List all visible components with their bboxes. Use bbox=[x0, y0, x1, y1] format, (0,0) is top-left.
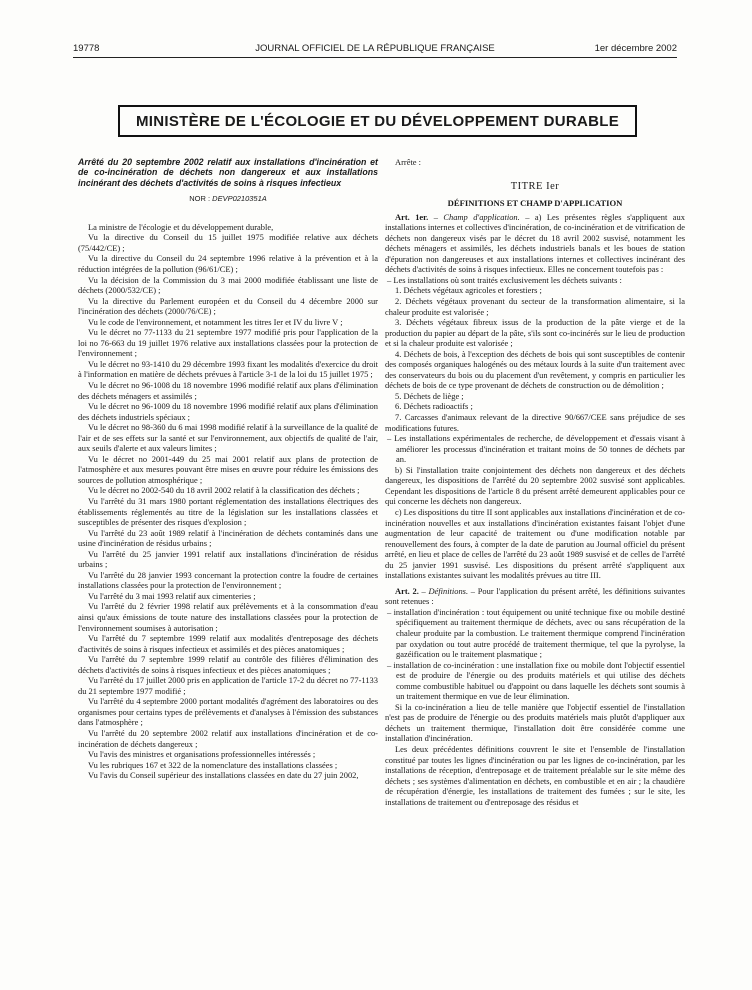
article-1-item: 4. Déchets de bois, à l'exception des déchets de bois qui sont susceptibles de contenir des composés organiques halogénés ou des métaux lourds à la suite d'un traitement avec des conservateurs du bois ou du placement d'un revêtement, y compris en particulier les déchets de bois de ce type provenant de déchets de construction ou de démolition ; bbox=[385, 348, 685, 391]
page-header bbox=[73, 43, 677, 57]
article-2-label: Art. 2. bbox=[395, 585, 419, 596]
article-1-c: c) Les dispositions du titre II sont applicables aux installations d'incinération et de co-incinération nouvelles et aux installations d'incinération existantes faisant l'objet d'une augmentation de leur capacité de traitement ou d'une modification notable par renouvellement des fours, à compter de la date de parution au Journal officiel du présent arrêté, en lieu et place de celles de l'arrêté du 23 août 1989 susvisé et de celles de l'arrêté du 25 janvier 1991 susvisé. Les dispositions du présent arrêté s'appliquent aux installations existantes suivant les modalités prévues au titre III. bbox=[385, 506, 685, 581]
article-1-item: – Les installations expérimentales de recherche, de développement et d'essais visant à améliorer les processus d'incinération et traitant moins de 50 tonnes de déchets par an. bbox=[387, 433, 685, 465]
visas-list bbox=[78, 222, 378, 781]
visa-paragraph: Vu l'arrêté du 25 janvier 1991 relatif aux installations d'incinération de résidus urbains ; bbox=[78, 548, 378, 570]
article-1-label: Art. 1er. bbox=[395, 211, 429, 222]
article-1-item: 1. Déchets végétaux agricoles et forestiers ; bbox=[395, 285, 542, 296]
visa-paragraph: Vu le décret no 98-360 du 6 mai 1998 modifié relatif à la surveillance de la qualité de l'air et de ses effets sur la santé et sur l'environnement, aux objectifs de qualité de l'air, aux seuils d'alerte et aux valeurs limites ; bbox=[78, 422, 378, 454]
visa-paragraph: Vu le décret no 77-1133 du 21 septembre 1977 modifié pris pour l'application de la loi no 76-663 du 19 juillet 1976 relative aux installations classées pour la protection de l'environnement ; bbox=[78, 327, 378, 359]
article-2-definition: – installation d'incinération : tout équipement ou unité technique fixe ou mobile destiné spécifiquement au traitement thermique de déchets, avec ou sans récupération de la chaleur produite par la combustion. Le traitement thermique comprend l'incinération par oxydation ou tout autre procédé de traitement thermique, tel que la pyrolyse, la gazéification ou le traitement plasmatique ; bbox=[387, 606, 685, 660]
article-2-paragraph-2: Les deux précédentes définitions couvrent le site et l'ensemble de l'installation constitué par toutes les lignes d'incinération ou par les lignes de co-incinération, par les installations de réception, d'entreposage et de traitement préalable sur le site même des déchets ; ses systèmes d'alimentation en déchets, en combustible et en air ; la chaudière de récupération d'énergie, les installations de traitement des fumées ; sur le site, les installations de traitement ou d'entreposage des résidus et bbox=[385, 743, 685, 807]
ministry-heading: MINISTÈRE DE L'ÉCOLOGIE ET DU DÉVELOPPEMENT DURABLE bbox=[118, 105, 637, 137]
visa-paragraph: Vu l'arrêté du 2 février 1998 relatif aux prélèvements et à la consommation d'eau ainsi qu'aux émissions de toute nature des installations classées pour la protection de l'environnement soumises à autorisation ; bbox=[78, 601, 378, 633]
visa-paragraph: Vu la directive du Conseil du 24 septembre 1996 relative à la prévention et à la réduction intégrées de la pollution (96/61/CE) ; bbox=[78, 253, 378, 274]
nor-code: DEVP0210351A bbox=[212, 194, 267, 204]
article-1-b: b) Si l'installation traite conjointement des déchets non dangereux et des déchets dangereux, les dispositions de l'arrêté du 20 septembre 2002 susvisé sont applicables. Cependant les dispositions de l'article 8 du présent arrêté demeurent applicables pour ce qui concerne les déchets non dangereux. bbox=[385, 464, 685, 507]
page-number: 19778 bbox=[73, 43, 100, 54]
visa-paragraph: Vu le décret no 96-1009 du 18 novembre 1996 modifié relatif aux plans d'élimination des déchets industriels spéciaux ; bbox=[78, 401, 378, 422]
visa-paragraph: Vu l'arrêté du 4 septembre 2000 portant modalités d'agrément des laboratoires ou des organismes pour certains types de prélèvements et d'analyses à l'émission des substances dans l'atmosphère ; bbox=[78, 696, 378, 728]
article-1-text: – a) Les présentes règles s'appliquent aux installations internes et collectives d'incinération, de co-incinération et de vitrification de déchets non dangereux visés par le décret du 18 avril 2002 susvisé, notamment les déchets ménagers et assimilés, les déchets industriels banals et les boues de station d'épuration non dangereuses et aux installations internes et collectives incinérant des déchets d'activités de soins à risques infectieux. Elles ne concernent toutefois pas : bbox=[385, 211, 685, 275]
visa-paragraph: Vu l'arrêté du 28 janvier 1993 concernant la protection contre la foudre de certaines installations classées pour la protection de l'environnement ; bbox=[78, 569, 378, 591]
visa-paragraph: Vu le décret no 2002-540 du 18 avril 2002 relatif à la classification des déchets ; bbox=[88, 485, 360, 496]
visa-paragraph: Vu l'arrêté du 3 mai 1993 relatif aux cimenteries ; bbox=[88, 590, 256, 601]
visa-paragraph: Vu l'avis des ministres et organisations professionnelles intéressés ; bbox=[88, 749, 316, 760]
visa-paragraph: Vu l'arrêté du 7 septembre 1999 relatif au contrôle des filières d'élimination des déchets d'activités de soins à risques infectieux et des pièces anatomiques ; bbox=[78, 654, 378, 675]
journal-title: JOURNAL OFFICIEL DE LA RÉPUBLIQUE FRANÇAISE bbox=[255, 43, 495, 54]
article-1-intro bbox=[385, 212, 685, 275]
visa-paragraph: Vu les rubriques 167 et 322 de la nomenclature des installations classées ; bbox=[88, 759, 338, 770]
article-1-item: 2. Déchets végétaux provenant du secteur de la transformation alimentaire, si la chaleur produite est valorisée ; bbox=[385, 296, 685, 317]
visa-paragraph: Vu l'arrêté du 31 mars 1980 portant réglementation des installations électriques des établissements réglementés au titre de la législation sur les installations classées et susceptibles de présenter des risques d'explosion ; bbox=[78, 495, 378, 528]
arrete-line: Arrête : bbox=[395, 157, 422, 167]
right-column bbox=[385, 157, 685, 807]
visa-paragraph: Vu l'arrêté du 17 juillet 2000 pris en application de l'article 17-2 du décret no 77-1133 du 21 septembre 1977 modifié ; bbox=[78, 675, 378, 696]
visa-paragraph: Vu le décret no 96-1008 du 18 novembre 1996 modifié relatif aux plans d'élimination des déchets ménagers et assimilés ; bbox=[78, 379, 378, 401]
visa-paragraph: Vu l'arrêté du 23 août 1989 relatif à l'incinération de déchets contaminés dans une usine d'incinération de résidus urbains ; bbox=[78, 527, 378, 549]
article-1-item: 5. Déchets de liège ; bbox=[395, 390, 464, 401]
decree-title: Arrêté du 20 septembre 2002 relatif aux installations d'incinération et de co-incinération de déchets non dangereux et aux installations incinérant des déchets d'activités de soins à risques infectieux bbox=[78, 157, 378, 188]
article-1-item: 6. Déchets radioactifs ; bbox=[395, 401, 473, 412]
article-2-text: – Pour l'application du présent arrêté, les définitions suivantes sont retenues : bbox=[385, 585, 686, 607]
visa-paragraph: Vu le code de l'environnement, et notamment les titres Ier et IV du livre V ; bbox=[88, 316, 343, 327]
visa-paragraph: Vu le décret no 2001-449 du 25 mai 2001 relatif aux plans de protection de l'atmosphère et aux mesures pouvant être mises en œuvre pour réduire les émissions des sources de pollution atmosphérique ; bbox=[78, 453, 378, 485]
article-1-item: 7. Carcasses d'animaux relevant de la directive 90/667/CEE sans préjudice de ses modifications futures. bbox=[385, 412, 685, 433]
article-1-item: 3. Déchets végétaux fibreux issus de la production de la pâte vierge et de la production du papier au départ de la pâte, s'ils sont co-incinérés sur le lieu de production et si la chaleur produite est valorisée ; bbox=[385, 317, 685, 349]
article-1-item: – Les installations où sont traités exclusivement les déchets suivants : bbox=[387, 274, 622, 285]
visa-paragraph: Vu la directive du Parlement européen et du Conseil du 4 décembre 2000 sur l'incinération des déchets (2000/76/CE) ; bbox=[78, 295, 378, 317]
left-column bbox=[78, 157, 378, 781]
article-2-definition: – installation de co-incinération : une installation fixe ou mobile dont l'objectif essentiel est de produire de l'énergie ou des produits matériels et qui utilise des déchets comme combustible habituel ou d'appoint ou dans laquelle les déchets sont soumis à un traitement thermique en vue de leur élimination. bbox=[387, 659, 685, 702]
article-2-heading: – Définitions. bbox=[421, 585, 469, 596]
article-2-items bbox=[385, 607, 685, 702]
article-2-intro bbox=[385, 586, 685, 607]
visa-paragraph: Vu la décision de la Commission du 3 mai 2000 modifiée établissant une liste de déchets (2000/532/CE) ; bbox=[78, 274, 378, 296]
article-2-paragraph-1: Si la co-incinération a lieu de telle manière que l'objectif essentiel de l'installation n'est pas de produire de l'énergie ou des produits matériels mais plutôt d'appliquer aux déchets un traitement thermique, l'installation doit être considérée comme une installation d'incinération. bbox=[385, 701, 685, 744]
article-1-heading: – Champ d'application. bbox=[433, 211, 520, 222]
visa-paragraph: Vu le décret no 93-1410 du 29 décembre 1993 fixant les modalités d'exercice du droit à l'information en matière de déchets prévues à l'article 3-1 de la loi du 15 juillet 1975 ; bbox=[78, 358, 378, 380]
header-rule bbox=[73, 57, 677, 58]
visa-paragraph: Vu l'arrêté du 20 septembre 2002 relatif aux installations d'incinération et de co-incinération de déchets dangereux ; bbox=[78, 728, 378, 749]
visa-paragraph: Vu la directive du Conseil du 15 juillet 1975 modifiée relative aux déchets (75/442/CE) ; bbox=[78, 232, 378, 253]
visa-paragraph: La ministre de l'écologie et du développement durable, bbox=[88, 221, 274, 232]
publication-date: 1er décembre 2002 bbox=[594, 43, 677, 54]
visa-paragraph: Vu l'arrêté du 7 septembre 1999 relatif aux modalités d'entreposage des déchets d'activités de soins à risques infectieux et assimilés et des pièces anatomiques ; bbox=[78, 633, 378, 654]
section-heading: DÉFINITIONS ET CHAMP D'APPLICATION bbox=[447, 198, 623, 209]
nor-label: NOR : bbox=[189, 194, 211, 204]
visa-paragraph: Vu l'avis du Conseil supérieur des installations classées en date du 27 juin 2002, bbox=[88, 770, 359, 781]
titre-heading: TITRE Ier bbox=[510, 180, 560, 192]
article-1-items bbox=[385, 275, 685, 465]
nor-reference bbox=[78, 194, 378, 205]
